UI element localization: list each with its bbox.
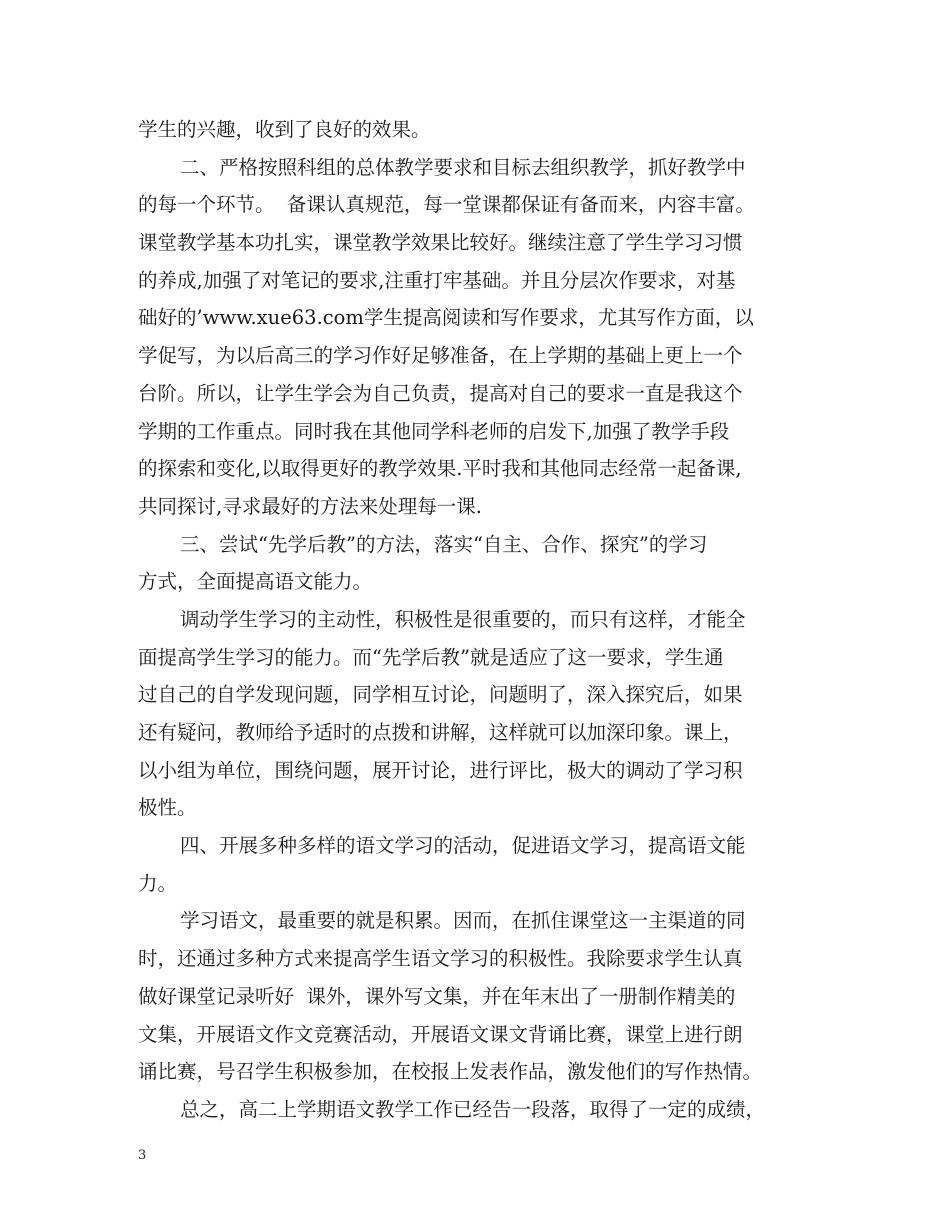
text-line: 学习语文，最重要的就是积累。因而，在抓住课堂这一主渠道的同 <box>180 909 746 933</box>
text-line: 学期的工作重点。同时我在其他同学科老师的启发下,加强了教学手段 <box>138 419 730 443</box>
text-line: 的每一个环节。 备课认真规范，每一堂课都保证有备而来，内容丰富。 <box>138 193 755 217</box>
body-text <box>138 111 818 1129</box>
text-line: 课堂教学基本功扎实，课堂教学效果比较好。继续注意了学生学习习惯 <box>138 231 743 255</box>
text-line: 时，还通过多种方式来提高学生语文学习的积极性。我除要求学生认真 <box>138 947 743 971</box>
text-line: 础好的’www.xue63.com学生提高阅读和写作要求，尤其写作方面，以 <box>138 306 754 330</box>
text-line: 的养成,加强了对笔记的要求,注重打牢基础。并且分层次作要求，对基 <box>138 268 736 292</box>
text-line: 面提高学生学习的能力。而“先学后教”就是适应了这一要求，学生通 <box>138 645 724 669</box>
text-line: 方式，全面提高语文能力。 <box>138 570 373 594</box>
page-number: 3 <box>138 1148 147 1163</box>
text-line: 四、开展多种多样的语文学习的活动，促进语文学习，提高语文能 <box>180 834 746 858</box>
text-line: 台阶。所以，让学生学会为自己负责，提高对自己的要求一直是我这个 <box>138 381 743 405</box>
text-line: 学生的兴趣，收到了良好的效果。 <box>138 118 431 141</box>
text-line: 以小组为单位，围绕问题，展开讨论，进行评比，极大的调动了学习积 <box>138 758 743 782</box>
text-line: 极性。 <box>138 796 197 820</box>
text-line: 过自己的自学发现问题，同学相互讨论，问题明了，深入探究后，如果 <box>138 683 743 707</box>
text-line: 文集，开展语文作文竞赛活动，开展语文课文背诵比赛，课堂上进行朗 <box>138 1022 743 1046</box>
text-line: 诵比赛，号召学生积极参加，在校报上发表作品，激发他们的写作热情。 <box>138 1060 763 1084</box>
text-line: 还有疑问，教师给予适时的点拨和讲解，这样就可以加深印象。课上， <box>138 721 743 744</box>
text-line: 总之，高二上学期语文教学工作已经告一段落，取得了一定的成绩， <box>180 1097 766 1121</box>
text-line: 三、尝试“先学后教”的方法，落实“自主、合作、探究”的学习 <box>180 532 708 556</box>
text-line: 做好课堂记录听好 课外，课外写文集，并在年末出了一册制作精美的 <box>138 984 736 1008</box>
text-line: 力。 <box>138 871 178 895</box>
text-line: 学促写，为以后高三的学习作好足够准备，在上学期的基础上更上一个 <box>138 344 743 368</box>
text-line: 二、严格按照科组的总体教学要求和目标去组织教学，抓好教学中 <box>180 155 746 179</box>
text-line: 的探索和变化,以取得更好的教学效果.平时我和其他同志经常一起备课, <box>138 457 742 481</box>
text-line: 共同探讨,寻求最好的方法来处理每一课. <box>138 494 482 518</box>
text-line: 调动学生学习的主动性，积极性是很重要的，而只有这样，才能全 <box>180 607 746 631</box>
